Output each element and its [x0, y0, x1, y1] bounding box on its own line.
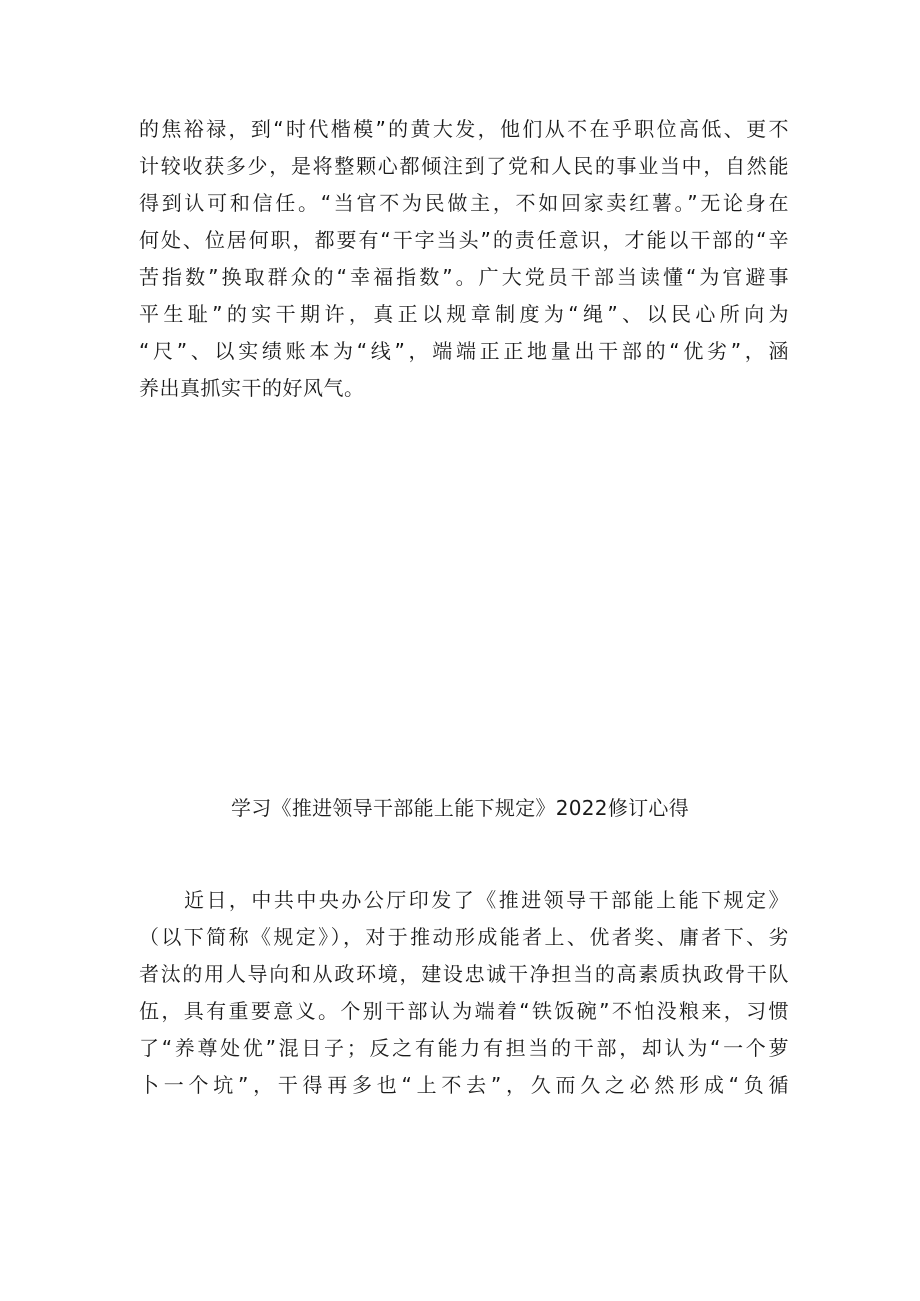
paragraph-line: “尺”、以实绩账本为“线”，端端正正地量出干部的“优劣”，涵	[139, 339, 789, 363]
article-body	[139, 882, 789, 1104]
paragraph-line: 卜一个坑”，干得再多也“上不去”，久而久之必然形成“负循	[139, 1073, 789, 1097]
article-title: 学习《推进领导干部能上能下规定》2022修订心得	[230, 796, 690, 820]
paragraph-line: 养出真抓实干的好风气。	[139, 376, 365, 400]
paragraph-line: 的焦裕禄，到“时代楷模”的黄大发，他们从不在乎职位高低、更不	[139, 117, 789, 141]
paragraph-line: 近日，中共中央办公厅印发了《推进领导干部能上能下规定》	[139, 888, 789, 912]
paragraph-line: 得到认可和信任。“当官不为民做主，不如回家卖红薯。”无论身在	[139, 191, 789, 215]
paragraph-line: 计较收获多少，是将整颗心都倾注到了党和人民的事业当中，自然能	[139, 154, 789, 178]
paragraph-line: 何处、位居何职，都要有“干字当头”的责任意识，才能以干部的“辛	[139, 228, 789, 252]
paragraph-line: 平生耻”的实干期许，真正以规章制度为“绳”、以民心所向为	[139, 302, 789, 326]
paragraph-line: 苦指数”换取群众的“幸福指数”。广大党员干部当读懂“为官避事	[139, 265, 789, 289]
continued-paragraph	[139, 111, 789, 407]
paragraph-line: 伍，具有重要意义。个别干部认为端着“铁饭碗”不怕没粮来，习惯	[139, 999, 789, 1023]
paragraph-line: 了“养尊处优”混日子；反之有能力有担当的干部，却认为“一个萝	[139, 1036, 789, 1060]
paragraph-line: （以下简称《规定》），对于推动形成能者上、优者奖、庸者下、劣	[139, 925, 789, 949]
paragraph-line: 者汰的用人导向和从政环境，建设忠诚干净担当的高素质执政骨干队	[139, 962, 789, 986]
